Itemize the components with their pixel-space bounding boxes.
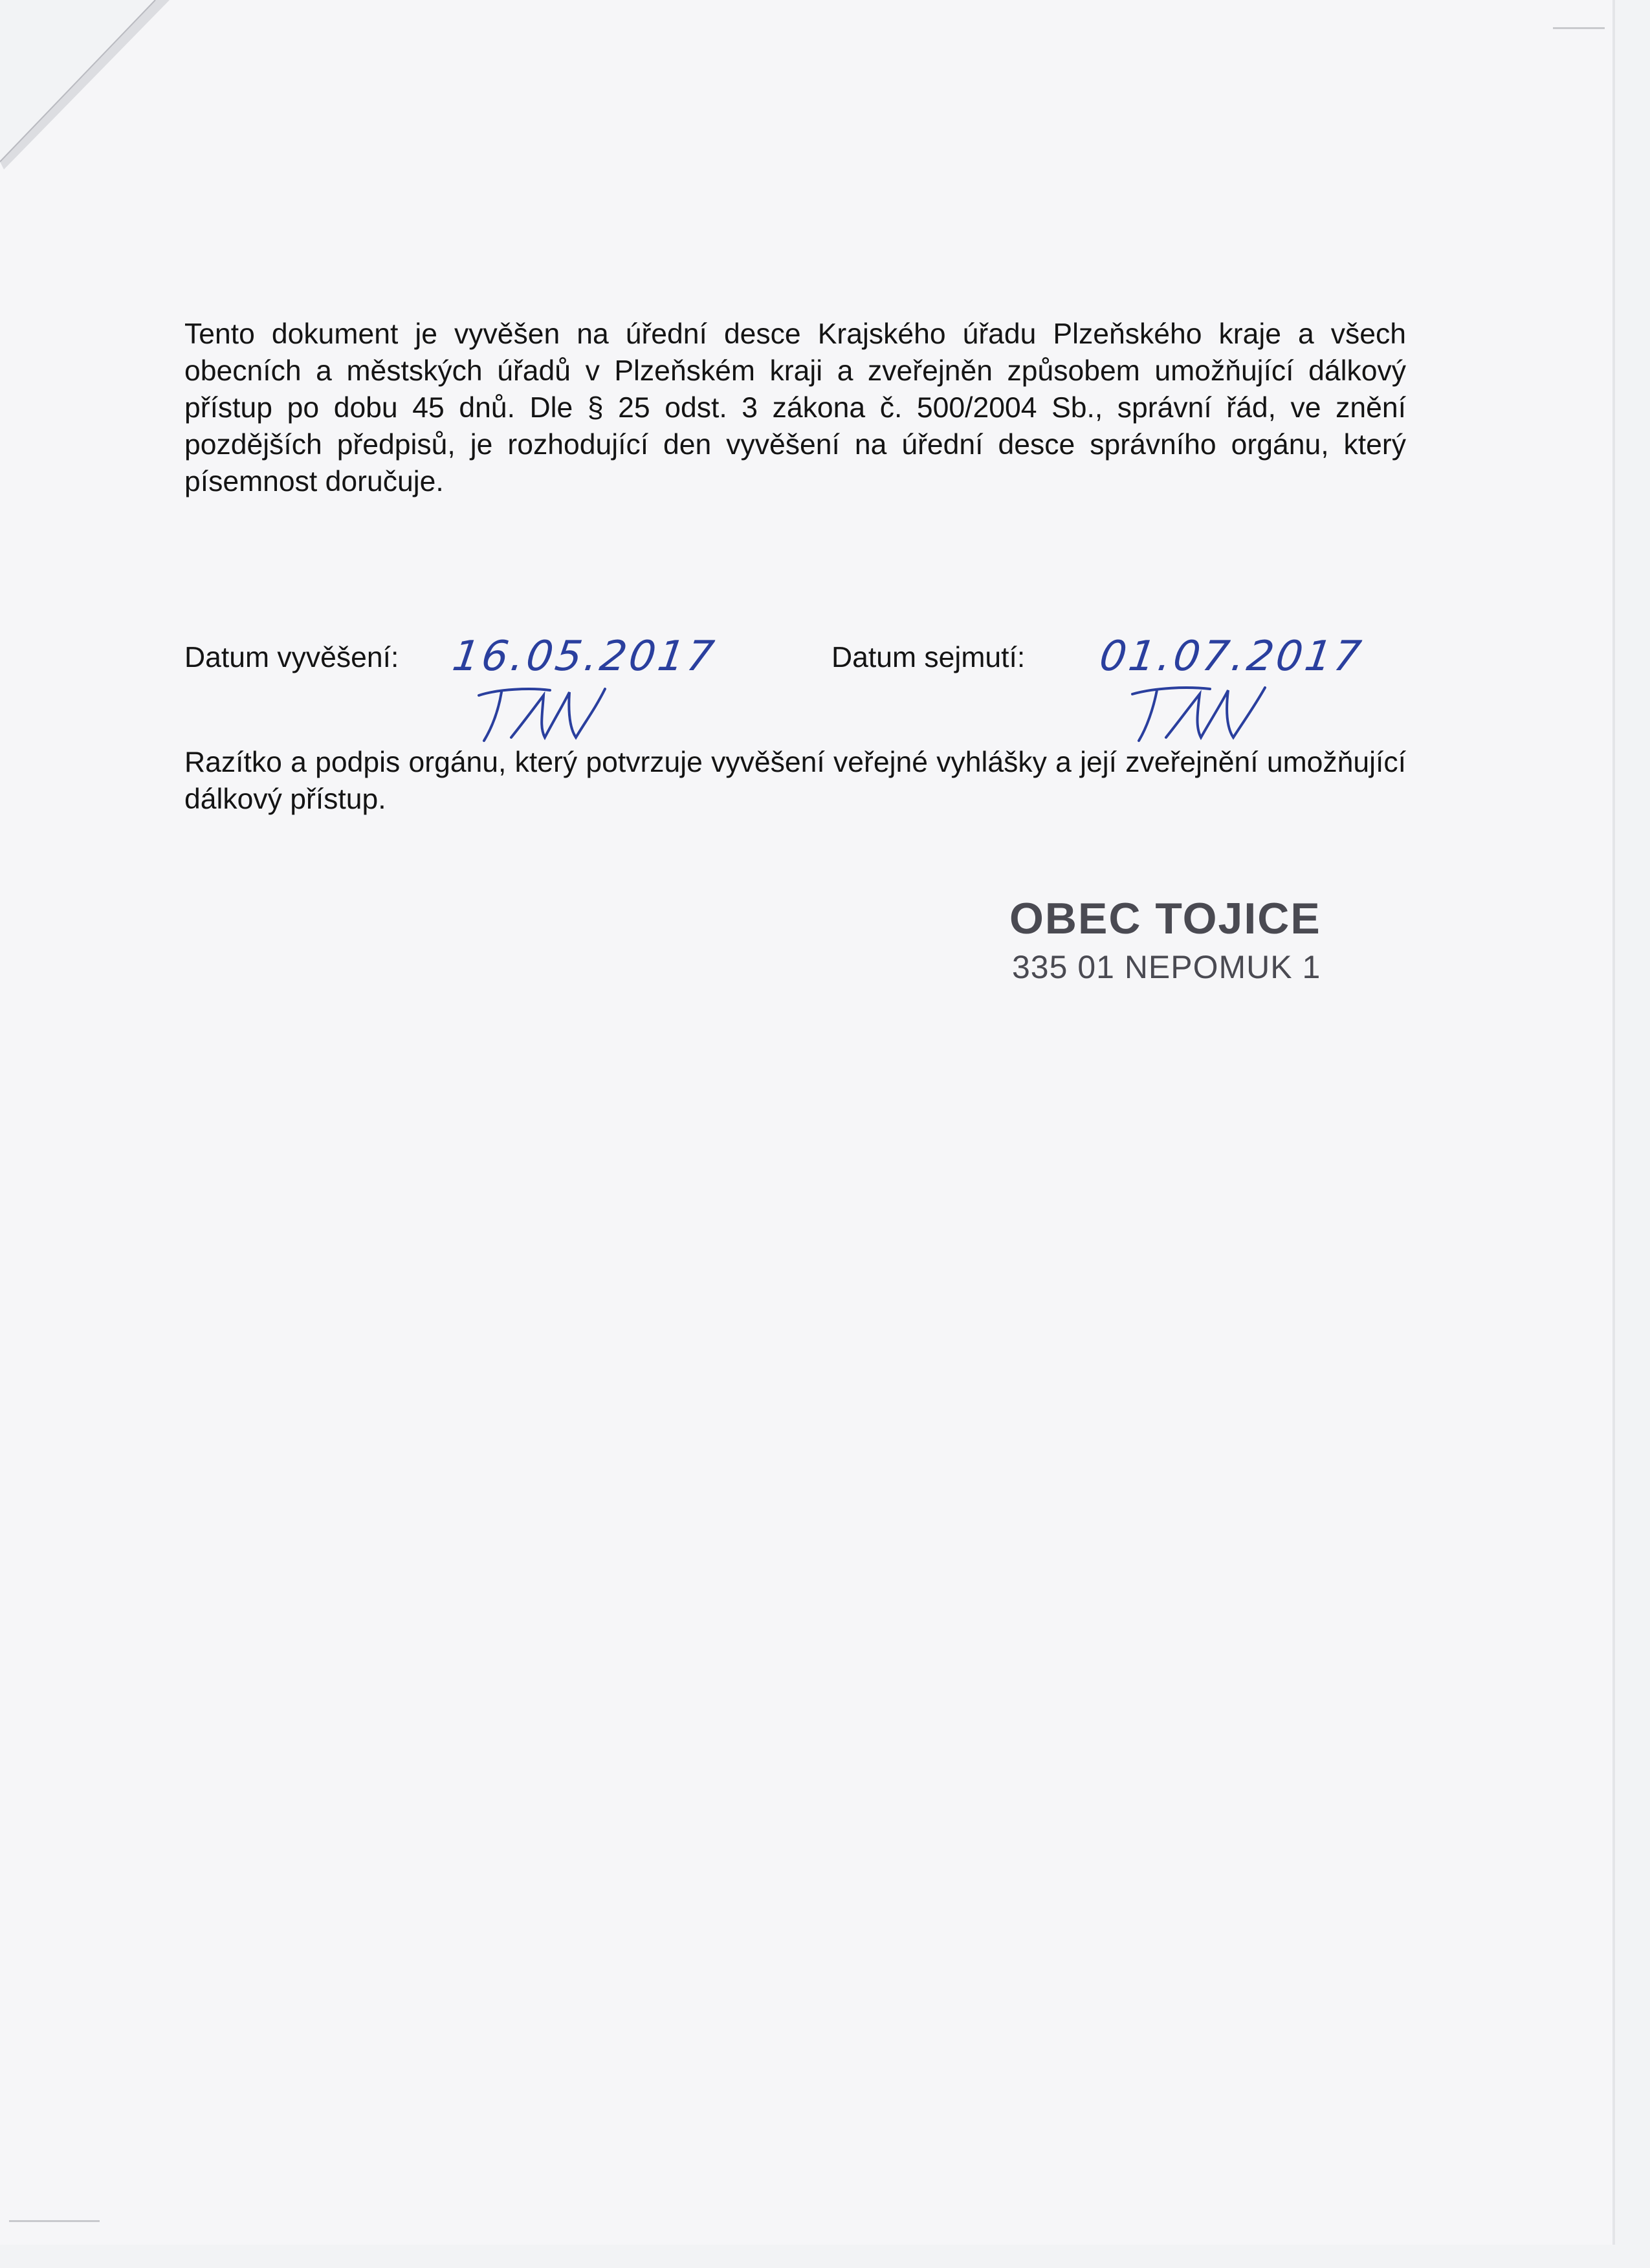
signature-removed bbox=[1126, 676, 1275, 747]
notice-paragraph: Tento dokument je vyvěšen na úřední desce Krajského úřadu Plzeňského kraje a všech obecních a městských úřadů v Plzeňském kraji a zveřejněn způsobem umožňující dálkový přístup po dobu 45 dnů. Dle § 25 odst. 3 zákona č. 500/2004 Sb., správní řád, ve znění pozdějších předpisů, je rozhodující den vyvěšení na úřední desce správního orgánu, který písemnost doručuje. bbox=[184, 318, 1406, 497]
posted-date-value: 16.05.2017 bbox=[449, 633, 720, 681]
stamp-address: 335 01 NEPOMUK 1 bbox=[1012, 949, 1321, 985]
signature-posted bbox=[472, 676, 615, 747]
scan-edge-mark bbox=[9, 2220, 100, 2222]
scan-edge-mark-top bbox=[1553, 27, 1605, 29]
posted-date-label: Datum vyvěšení: bbox=[184, 642, 399, 673]
stamp-instruction-paragraph: Razítko a podpis orgánu, který potvrzuje vyvěšení veřejné vyhlášky a její zveřejnění umožňující dálkový přístup. bbox=[184, 747, 1406, 815]
folded-corner bbox=[0, 0, 272, 181]
office-stamp bbox=[1009, 893, 1372, 990]
removed-date-label: Datum sejmutí: bbox=[831, 642, 1026, 673]
stamp-municipality-name: OBEC TOJICE bbox=[1009, 894, 1321, 943]
removed-date-value: 01.07.2017 bbox=[1096, 633, 1367, 681]
